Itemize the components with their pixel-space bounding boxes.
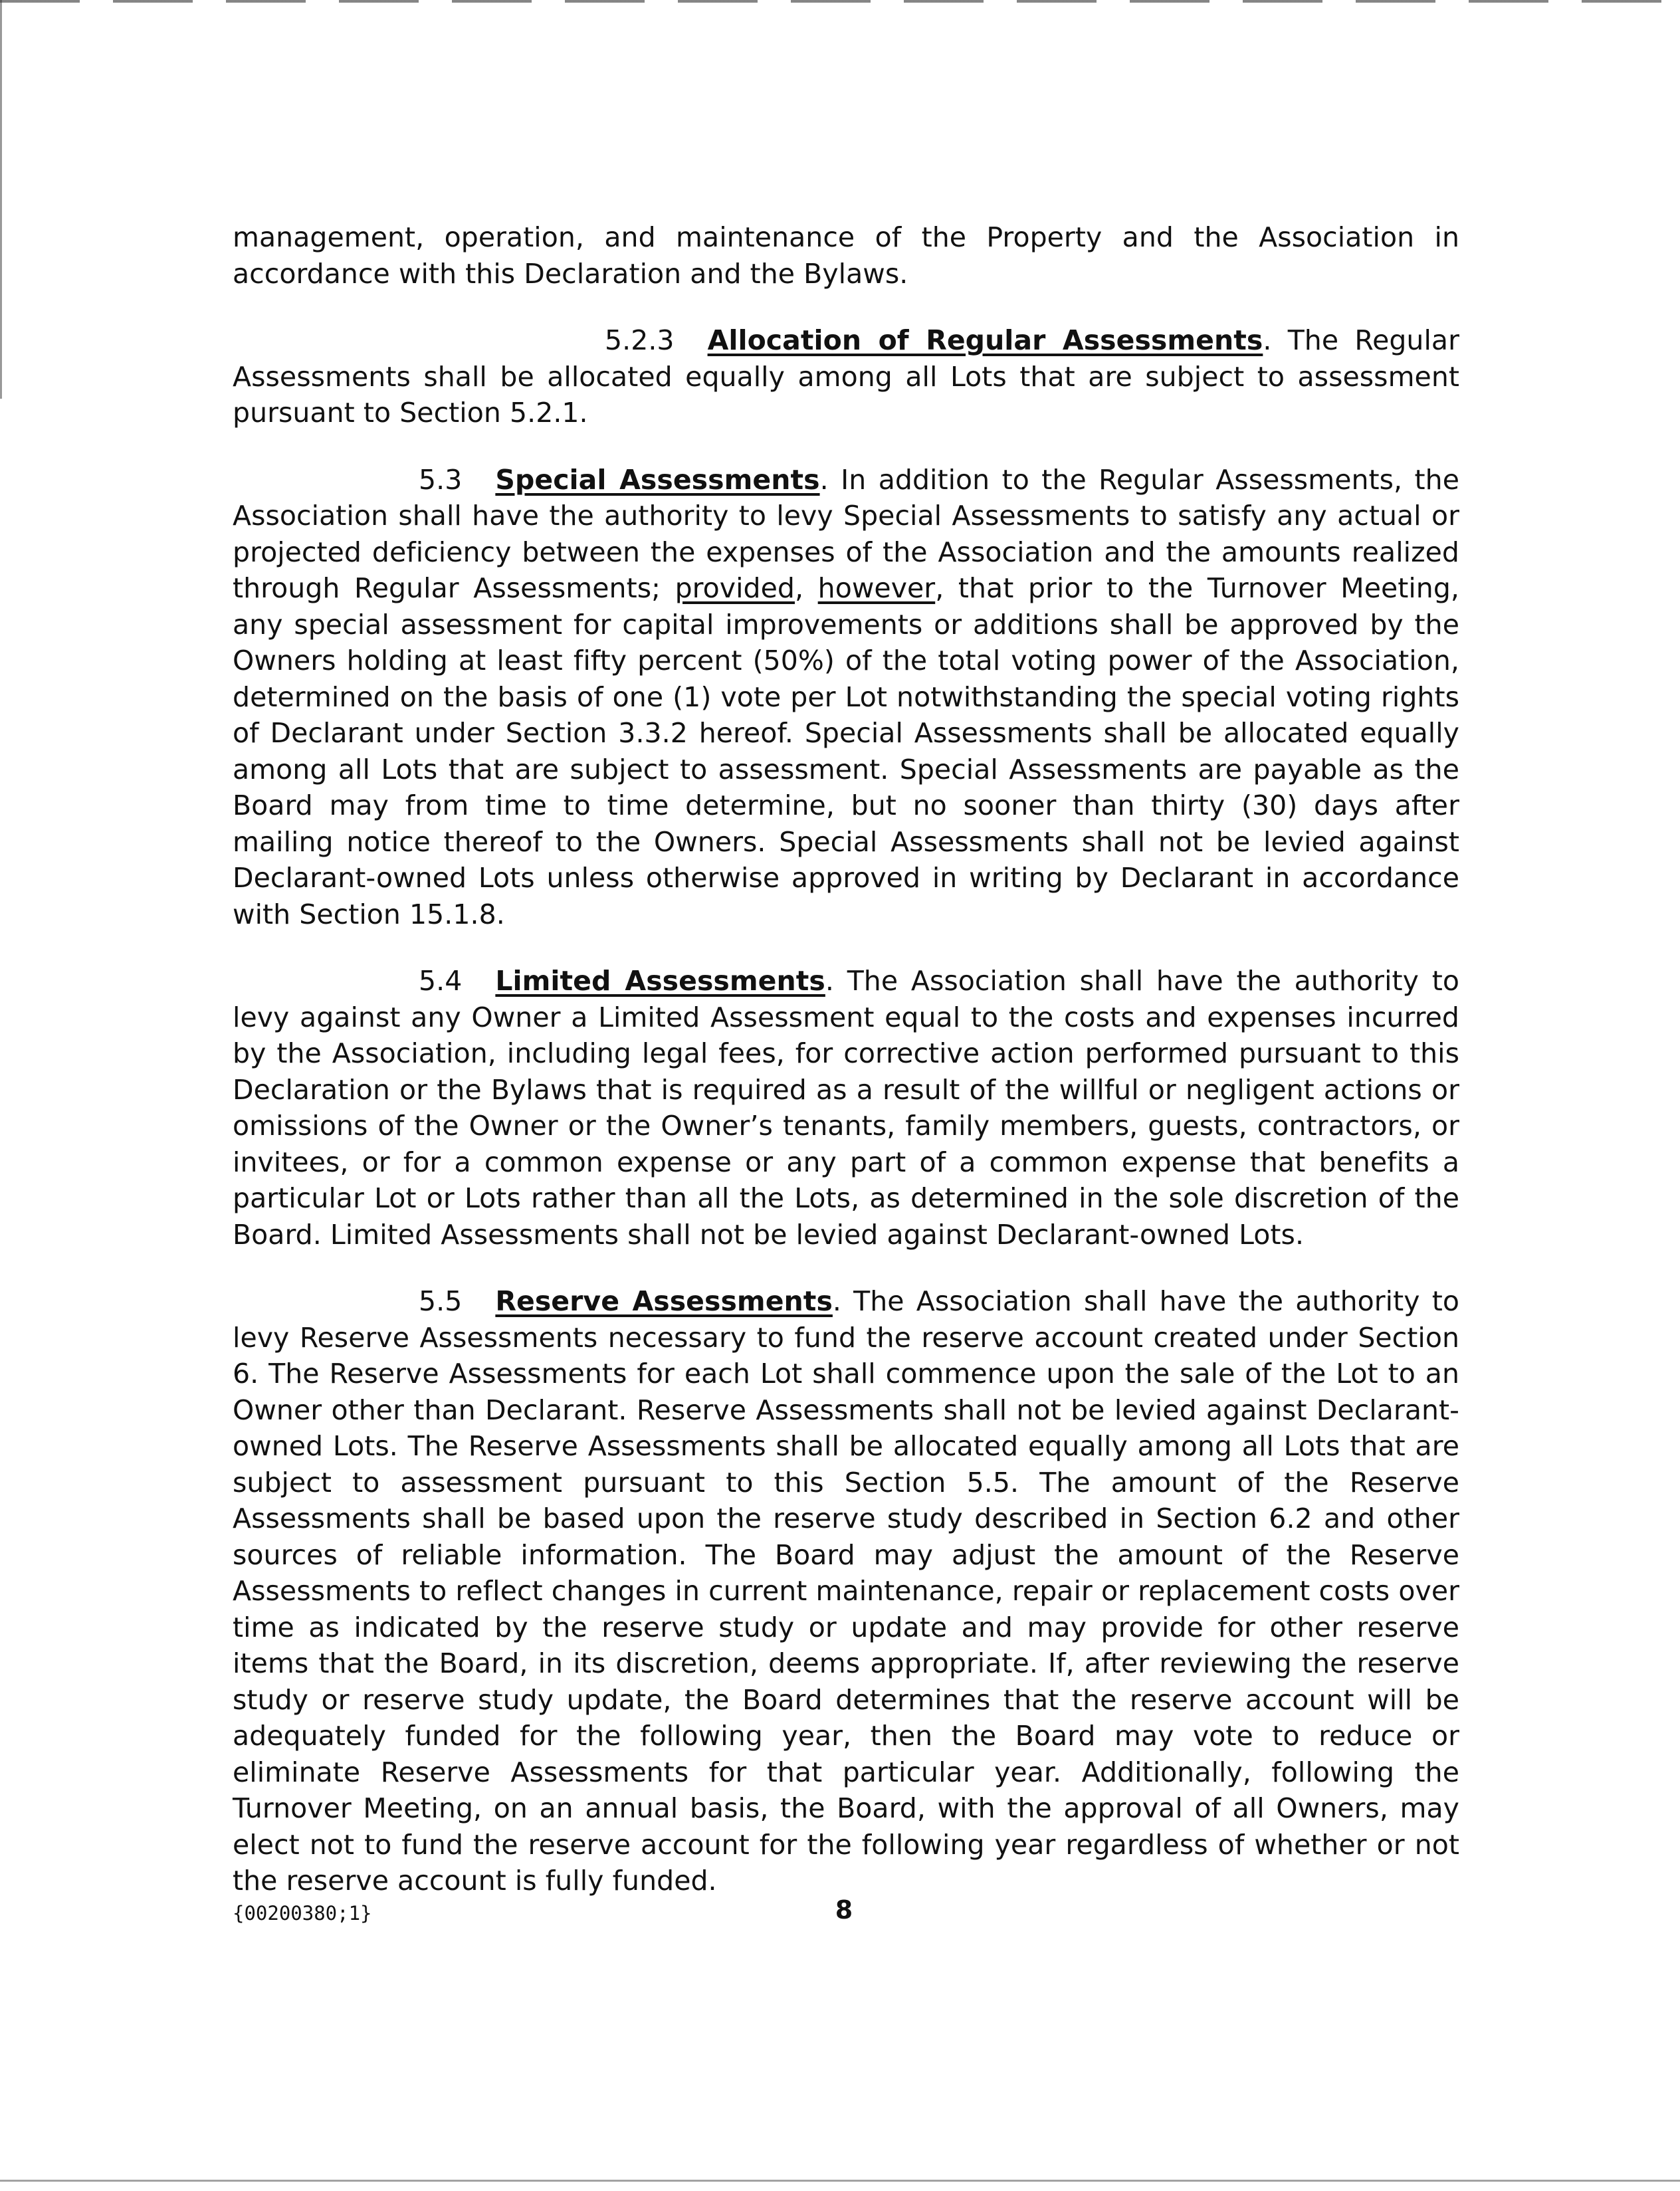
section-text: ,	[794, 572, 818, 604]
section-number: 5.4	[419, 965, 463, 997]
section-heading: Allocation of Regular Assessments	[707, 324, 1263, 356]
section-5-5	[233, 1283, 1459, 1899]
term-however: however	[817, 572, 936, 604]
scan-edge-top	[0, 0, 1680, 3]
term-provided: provided	[675, 572, 795, 604]
scan-edge-bottom	[0, 2180, 1680, 2182]
section-5-4	[233, 963, 1459, 1253]
section-5-3	[233, 462, 1459, 933]
section-text: . In addition to the Regular Assessments, the Association shall have the authority to levy Special Assessments to satisfy any actual or projected deficiency between the expenses of the Association and the amounts realized through Regular Assessments;	[233, 463, 1459, 604]
section-heading: Special Assessments	[495, 463, 820, 496]
document-id: {00200380;1}	[233, 1902, 372, 1925]
section-5-2-3	[233, 322, 1459, 431]
section-text: . The Regular Assessments shall be allocated equally among all Lots that are subject to assessment pursuant to Section 5.2.1.	[233, 324, 1459, 429]
section-number: 5.5	[419, 1285, 463, 1317]
page-number: 8	[835, 1895, 853, 1925]
section-number: 5.2.3	[605, 324, 675, 356]
document-body	[233, 219, 1459, 1930]
section-text: . The Association shall have the authority to levy Reserve Assessments necessary to fund the reserve account created under Section 6. The Reserve Assessments for each Lot shall commence upon the sale of the Lot to an Owner other than Declarant. Reserve Assessments shall not be levied against Declarant-owned Lots. The Reserve Assessments shall be allocated equally among all Lots that are subject to assessment pursuant to this Section 5.5. The amount of the Reserve Assessments shall be based upon the reserve study described in Section 6.2 and other sources of reliable information. The Board may adjust the amount of the Reserve Assessments to reflect changes in current maintenance, repair or replacement costs over time as indicated by the reserve study or update and may provide for other reserve items that the Board, in its discretion, deems appropriate. If, after reviewing the reserve study or reserve study update, the Board determines that the reserve account will be adequately funded for the following year, then the Board may vote to reduce or eliminate Reserve Assessments for that particular year. Additionally, following the Turnover Meeting, on an annual basis, the Board, with the approval of all Owners, may elect not to fund the reserve account for the following year regardless of whether or not the reserve account is fully funded.	[233, 1285, 1459, 1897]
section-heading: Limited Assessments	[495, 965, 825, 997]
section-heading: Reserve Assessments	[495, 1285, 833, 1317]
section-number: 5.3	[419, 463, 463, 496]
scan-edge-left	[0, 0, 2, 399]
paragraph-continuation: management, operation, and maintenance of the Property and the Association in accordance with this Declaration and the Bylaws.	[233, 221, 1459, 290]
section-text: . The Association shall have the authority to levy against any Owner a Limited Assessment equal to the costs and expenses incurred by the Association, including legal fees, for corrective action performed pursuant to this Declaration or the Bylaws that is required as a result of the willful or negligent actions or omissions of the Owner or the Owner’s tenants, family members, guests, contractors, or invitees, or for a common expense or any part of a common expense that benefits a particular Lot or Lots rather than all the Lots, as determined in the sole discretion of the Board. Limited Assessments shall not be levied against Declarant-owned Lots.	[233, 965, 1459, 1251]
section-text: , that prior to the Turnover Meeting, any special assessment for capital improvements or additions shall be approved by the Owners holding at least fifty percent (50%) of the total voting power of the Association, determined on the basis of one (1) vote per Lot notwithstanding the special voting rights of Declarant under Section 3.3.2 hereof. Special Assessments shall be allocated equally among all Lots that are subject to assessment. Special Assessments are payable as the Board may from time to time determine, but no sooner than thirty (30) days after mailing notice thereof to the Owners. Special Assessments shall not be levied against Declarant-owned Lots unless otherwise approved in writing by Declarant in accordance with Section 15.1.8.	[233, 572, 1460, 930]
